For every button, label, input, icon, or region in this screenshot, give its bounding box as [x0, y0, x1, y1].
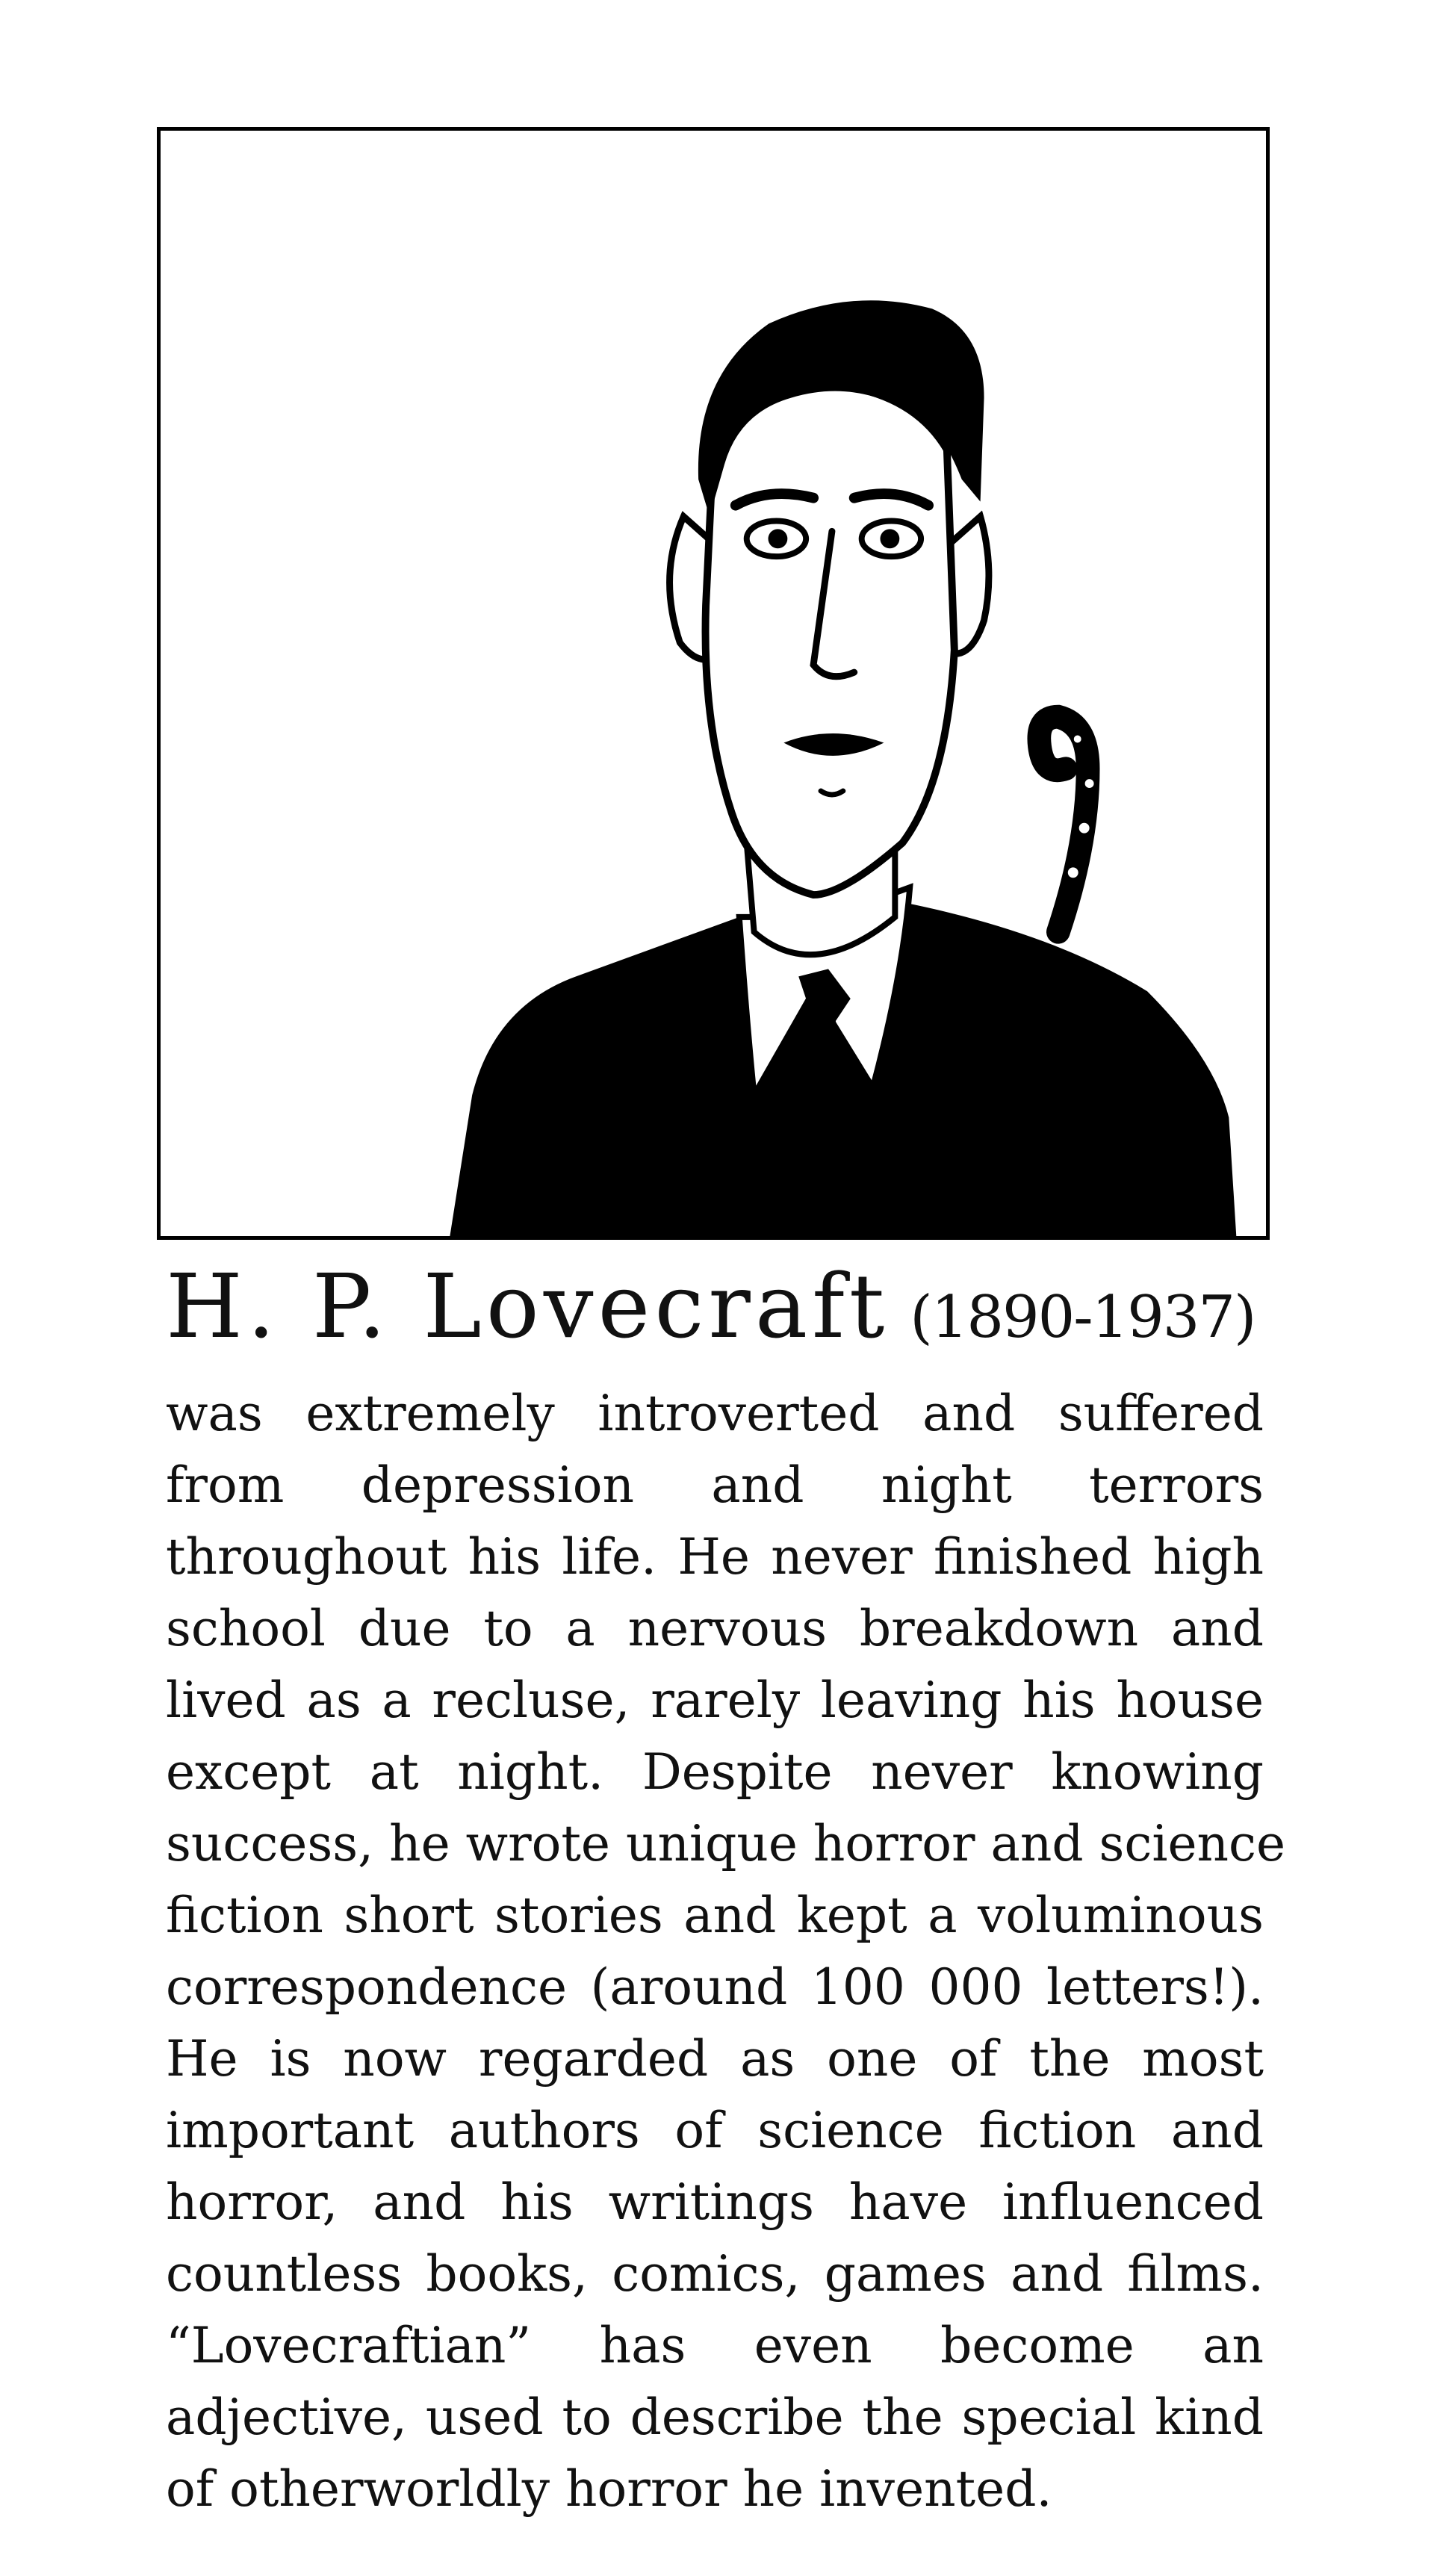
- biography-line: important authors of science fiction and: [166, 2102, 1264, 2159]
- author-name: H. P. Lovecraft: [166, 1255, 890, 1358]
- biography-line: school due to a nervous breakdown and: [166, 1600, 1264, 1657]
- face: [706, 383, 955, 895]
- biography-text: [166, 1378, 1286, 2525]
- portrait-panel: [157, 127, 1270, 1240]
- biography-line: “Lovecraftian” has even become an: [166, 2317, 1264, 2374]
- portrait-illustration: [161, 131, 1266, 1236]
- biography-line: except at night. Despite never knowing: [166, 1743, 1264, 1801]
- biography-line: horror, and his writings have influenced: [166, 2173, 1264, 2231]
- portrait-caption-heading: [166, 1255, 1264, 1358]
- biography-line: fiction short stories and kept a voluminous: [166, 1887, 1264, 1944]
- biography-line: adjective, used to describe the special kind: [166, 2389, 1264, 2446]
- biography-line: countless books, comics, games and films.: [166, 2245, 1264, 2303]
- biography-line: He is now regarded as one of the most: [166, 2030, 1264, 2088]
- biography-line: throughout his life. He never finished high: [166, 1528, 1264, 1586]
- author-dates: (1890-1937): [910, 1284, 1255, 1351]
- biography-line: of otherworldly horror he invented.: [166, 2460, 1052, 2518]
- biography-line: from depression and night terrors: [166, 1456, 1264, 1514]
- biography-line: was extremely introverted and suffered: [166, 1385, 1264, 1442]
- biography-line: lived as a recluse, rarely leaving his house: [166, 1672, 1264, 1729]
- biography-line: success, he wrote unique horror and science: [166, 1815, 1286, 1872]
- biography-line: correspondence (around 100 000 letters!).: [166, 1958, 1264, 2016]
